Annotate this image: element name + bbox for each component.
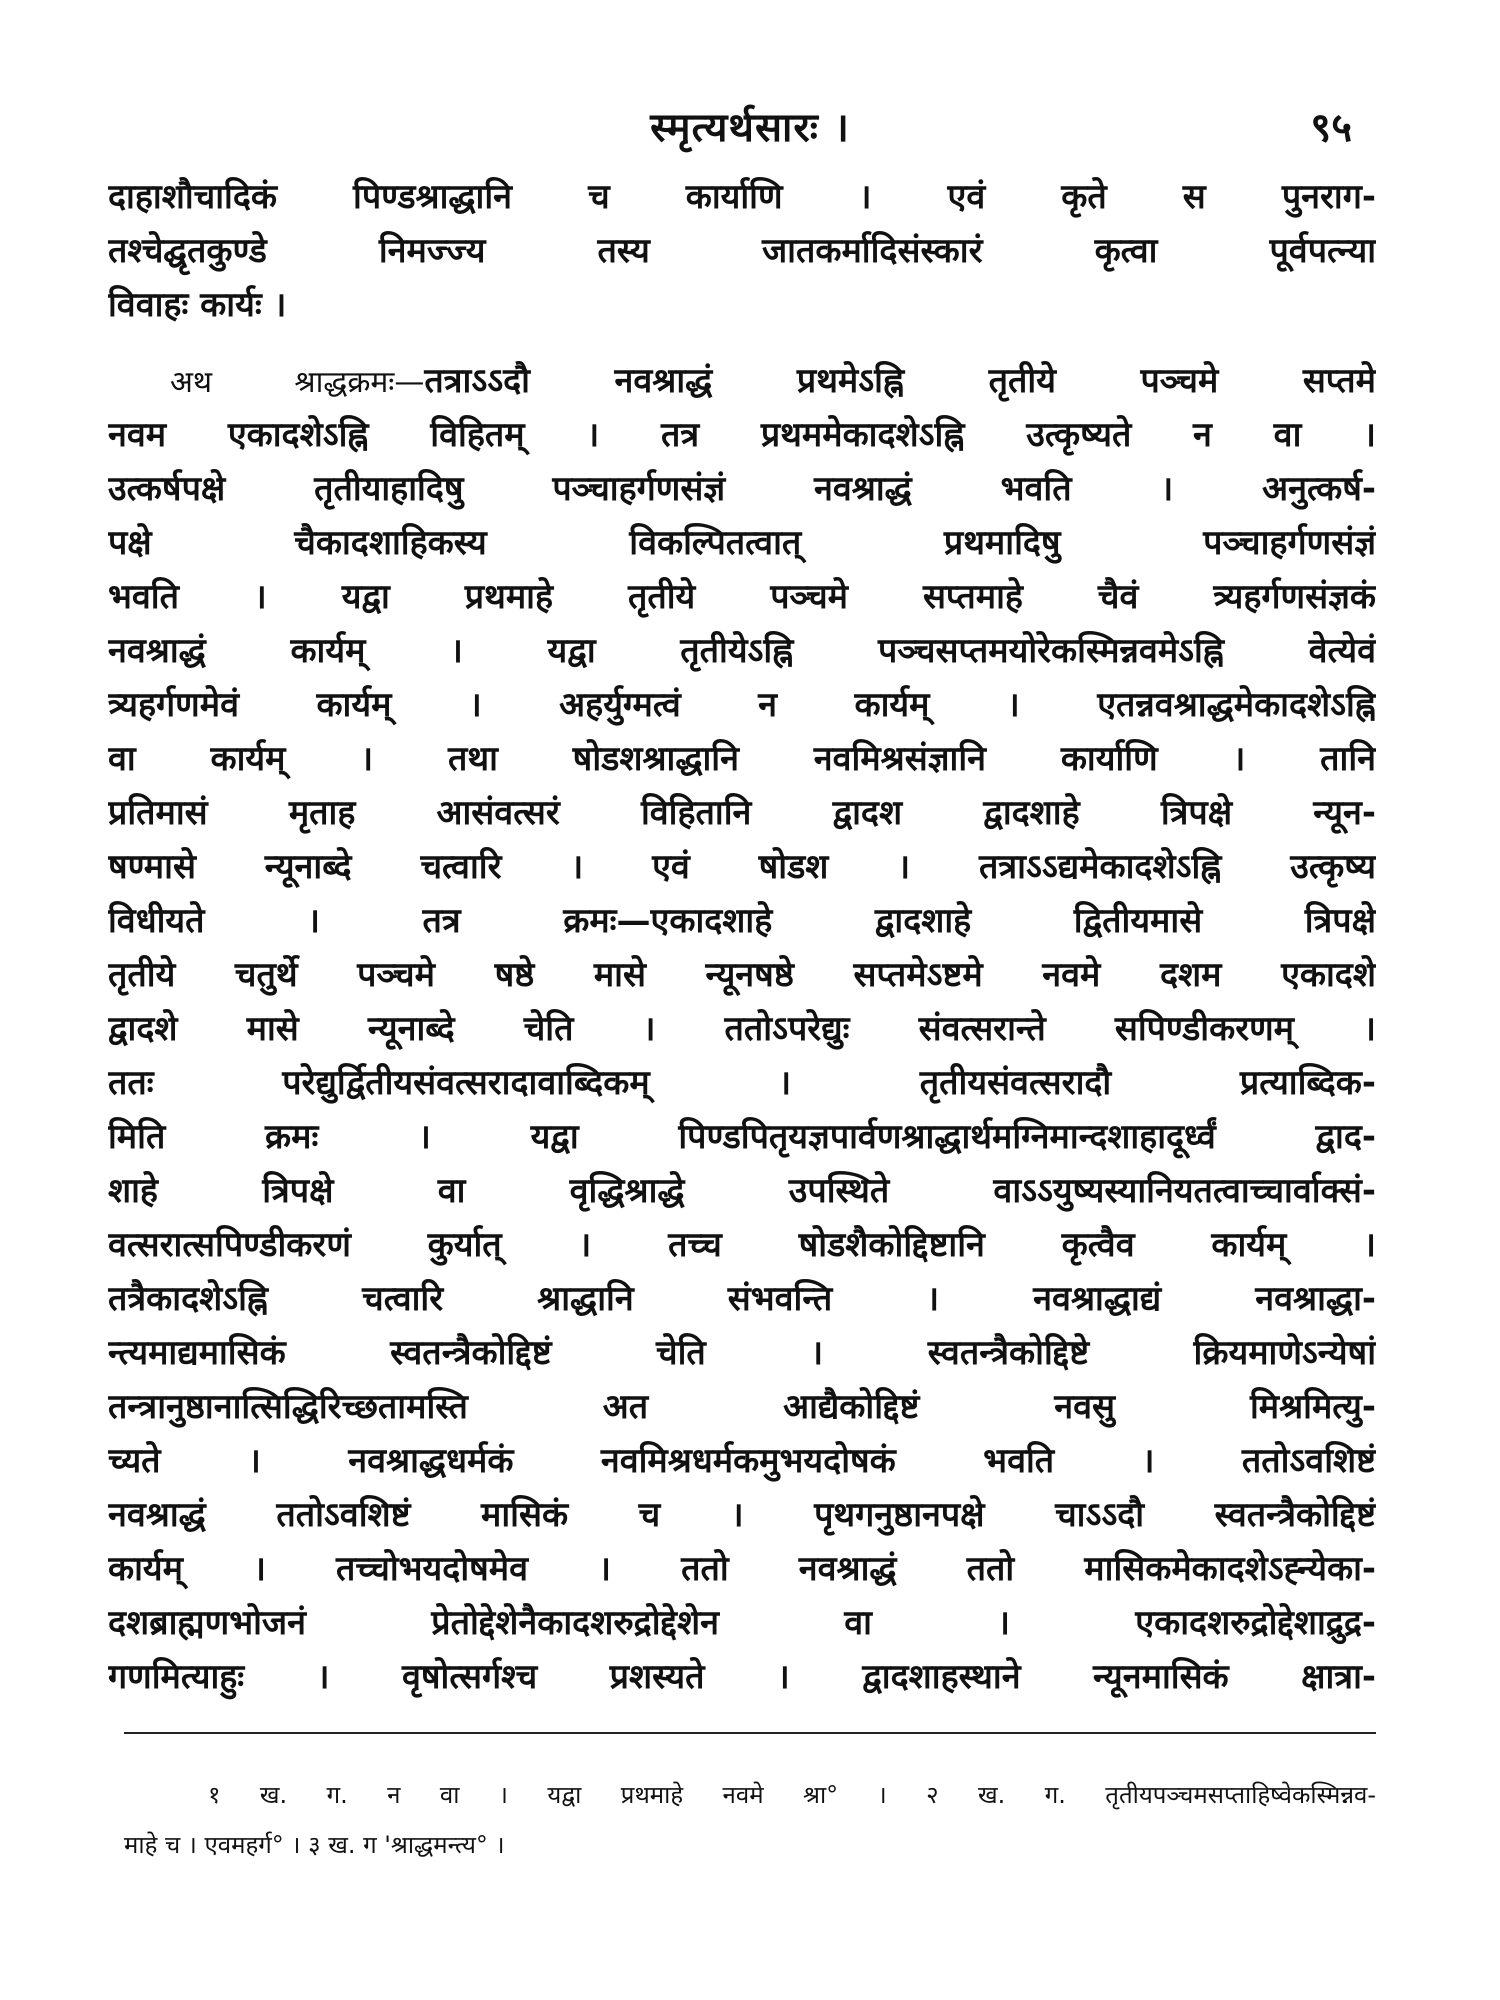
footnote-line: १ ख. ग. न वा । यद्वा प्रथमाहे नवमे श्रा° । २ ख. ग. तृतीयपञ्चमसप्ताहिष्वेकस्मिन्नव- xyxy=(208,1781,1376,1809)
text-line: शाहे त्रिपक्षे वा वृद्धिश्राद्धे उपस्थिते वाऽऽयुष्यस्यानियतत्वाच्चार्वाक्सं- xyxy=(108,1171,1376,1211)
text-line: षण्मासे न्यूनाब्दे चत्वारि । एवं षोडश । तत्राऽऽद्यमेकादशेऽह्नि उत्कृष्य xyxy=(108,847,1376,887)
body-text xyxy=(108,170,1376,1704)
text-line: विधीयते । तत्र क्रमः—एकादशाहे द्वादशाहे द्वितीयमासे त्रिपक्षे xyxy=(108,901,1376,941)
text-line: तश्चेद्घृतकुण्डे निमज्ज्य तस्य जातकर्मादिसंस्कारं कृत्वा पूर्वपत्न्या xyxy=(108,231,1376,271)
text-line xyxy=(108,354,1376,408)
footnotes xyxy=(124,1770,1376,1870)
text-line: उत्कर्षपक्षे तृतीयाहादिषु पञ्चाहर्गणसंज्ञं नवश्राद्धं भवति । अनुत्कर्ष- xyxy=(108,469,1376,509)
text-line: वा कार्यम् । तथा षोडशश्राद्धानि नवमिश्रसंज्ञानि कार्याणि । तानि xyxy=(108,739,1376,779)
text-line: भवति । यद्वा प्रथमाहे तृतीये पञ्चमे सप्तमाहे चैवं त्र्यहर्गणसंज्ञकं xyxy=(108,577,1376,617)
text-line: मिति क्रमः । यद्वा पिण्डपितृयज्ञपार्वणश्राद्धार्थमग्निमान्दशाहादूर्ध्वं द्वाद- xyxy=(108,1117,1376,1157)
running-title: स्मृत्यर्थसारः । xyxy=(650,105,850,151)
text-line: पक्षे चैकादशाहिकस्य विकल्पितत्वात् प्रथमादिषु पञ्चाहर्गणसंज्ञं xyxy=(108,523,1376,563)
text-line: कार्यम् । तच्चोभयदोषमेव । ततो नवश्राद्धं ततो मासिकमेकादशेऽह्न्येका- xyxy=(108,1549,1376,1589)
text-line: तृतीये चतुर्थे पञ्चमे षष्ठे मासे न्यूनषष्ठे सप्तमेऽष्टमे नवमे दशम एकादशे xyxy=(108,955,1376,995)
text-line-content: तत्राऽऽदौ नवश्राद्धं प्रथमेऽह्नि तृतीये पञ्चमे सप्तमे xyxy=(424,361,1376,401)
text-line: त्र्यहर्गणमेवं कार्यम् । अहर्युग्मत्वं न कार्यम् । एतन्नवश्राद्धमेकादशेऽह्नि xyxy=(108,685,1376,725)
text-line: वत्सरात्सपिण्डीकरणं कुर्यात् । तच्च षोडशैकोद्दिष्टानि कृत्वैव कार्यम् । xyxy=(108,1225,1376,1265)
footnote-line: माहे च । एवमहर्ग° । ३ ख. ग 'श्राद्धमन्त्य° । xyxy=(124,1831,505,1859)
section-lead: अथ श्राद्धक्रमः— xyxy=(170,365,425,400)
text-line: च्यते । नवश्राद्धधर्मकं नवमिश्रधर्मकमुभयदोषकं भवति । ततोऽवशिष्टं xyxy=(108,1441,1376,1481)
text-line: नवश्राद्धं कार्यम् । यद्वा तृतीयेऽह्नि पञ्चसप्तमयोरेकस्मिन्नवमेऽह्नि वेत्येवं xyxy=(108,631,1376,671)
text-line: दशब्राह्मणभोजनं प्रेतोद्देशेनैकादशरुद्रोद्देशेन वा । एकादशरुद्रोद्देशाद्रुद्र- xyxy=(108,1603,1376,1643)
text-line: नवम एकादशेऽह्नि विहितम् । तत्र प्रथममेकादशेऽह्नि उत्कृष्यते न वा । xyxy=(108,415,1376,455)
text-line: द्वादशे मासे न्यूनाब्दे चेति । ततोऽपरेद्युः संवत्सरान्ते सपिण्डीकरणम् । xyxy=(108,1009,1376,1049)
text-line: ततः परेद्युर्द्वितीयसंवत्सरादावाब्दिकम् । तृतीयसंवत्सरादौ प्रत्याब्दिक- xyxy=(108,1063,1376,1103)
text-line: दाहाशौचादिकं पिण्डश्राद्धानि च कार्याणि । एवं कृते स पुनराग- xyxy=(108,177,1376,217)
text-line: न्त्यमाद्यमासिकं स्वतन्त्रैकोद्दिष्टं चेति । स्वतन्त्रैकोद्दिष्टे क्रियमाणेऽन्येषां xyxy=(108,1333,1376,1373)
paragraph-gap xyxy=(108,332,1376,354)
text-line: तन्त्रानुष्ठानात्सिद्धिरिच्छतामस्ति अत आद्यैकोद्दिष्टं नवसु मिश्रमित्यु- xyxy=(108,1387,1376,1427)
text-line: गणमित्याहुः । वृषोत्सर्गश्च प्रशस्यते । द्वादशाहस्थाने न्यूनमासिकं क्षात्रा- xyxy=(108,1657,1376,1697)
text-line: प्रतिमासं मृताह आसंवत्सरं विहितानि द्वादश द्वादशाहे त्रिपक्षे न्यून- xyxy=(108,793,1376,833)
page-number: ९५ xyxy=(1310,105,1352,151)
running-head xyxy=(0,98,1500,158)
text-line: नवश्राद्धं ततोऽवशिष्टं मासिकं च । पृथगनुष्ठानपक्षे चाऽऽदौ स्वतन्त्रैकोद्दिष्टं xyxy=(108,1495,1376,1535)
footnote-rule xyxy=(124,1732,1376,1734)
text-line: तत्रैकादशेऽह्नि चत्वारि श्राद्धानि संभवन्ति । नवश्राद्धाद्यं नवश्राद्धा- xyxy=(108,1279,1376,1319)
text-line: विवाहः कार्यः । xyxy=(108,285,287,325)
